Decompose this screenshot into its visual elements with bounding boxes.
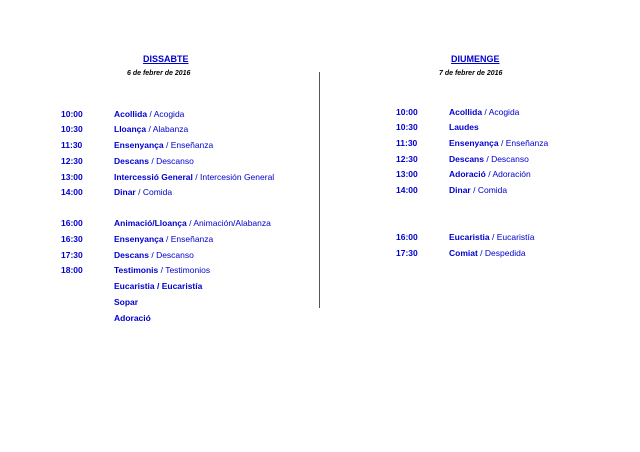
row-activity: Laudes xyxy=(449,122,479,132)
row-activity: Comiat / Despedida xyxy=(449,248,526,258)
row-activity: Adoració xyxy=(114,313,151,323)
saturday-date: 6 de febrer de 2016 xyxy=(127,70,191,77)
row-activity: Ensenyança / Enseñanza xyxy=(449,138,549,148)
row-activity: Eucaristia / Eucaristía xyxy=(114,281,203,291)
row-time: 13:00 xyxy=(61,172,83,182)
row-activity: Animació/Lloança / Animación/Alabanza xyxy=(114,218,271,228)
column-divider xyxy=(319,72,320,308)
row-time: 10:00 xyxy=(396,107,418,117)
row-time: 17:30 xyxy=(61,250,83,260)
row-activity: Intercessió General / Intercesión General xyxy=(114,172,275,182)
row-activity: Testimonis / Testimonios xyxy=(114,265,211,275)
row-time: 11:30 xyxy=(396,138,418,148)
row-activity: Lloança / Alabanza xyxy=(114,124,189,134)
row-time: 14:00 xyxy=(396,185,418,195)
row-time: 17:30 xyxy=(396,248,418,258)
row-time: 10:30 xyxy=(61,124,83,134)
row-time: 18:00 xyxy=(61,265,83,275)
row-time: 14:00 xyxy=(61,187,83,197)
row-activity: Descans / Descanso xyxy=(114,156,194,166)
row-activity: Dinar / Comida xyxy=(114,187,173,197)
row-activity: Acollida / Acogida xyxy=(114,109,185,119)
row-activity: Acollida / Acogida xyxy=(449,107,520,117)
row-activity: Dinar / Comida xyxy=(449,185,508,195)
row-time: 12:30 xyxy=(61,156,83,166)
row-time: 12:30 xyxy=(396,154,418,164)
row-time: 16:00 xyxy=(396,232,418,242)
row-time: 13:00 xyxy=(396,169,418,179)
row-activity: Ensenyança / Enseñanza xyxy=(114,234,214,244)
row-time: 11:30 xyxy=(61,140,83,150)
sunday-title: DIUMENGE xyxy=(451,54,500,64)
row-time: 10:00 xyxy=(61,109,83,119)
row-time: 16:30 xyxy=(61,234,83,244)
row-activity: Ensenyança / Enseñanza xyxy=(114,140,214,150)
row-time: 16:00 xyxy=(61,218,83,228)
row-activity: Descans / Descanso xyxy=(449,154,529,164)
row-activity: Sopar xyxy=(114,297,139,307)
row-time: 10:30 xyxy=(396,122,418,132)
row-activity: Descans / Descanso xyxy=(114,250,194,260)
row-activity: Eucaristia / Eucaristía xyxy=(449,232,535,242)
sunday-date: 7 de febrer de 2016 xyxy=(439,70,503,77)
row-activity: Adoració / Adoración xyxy=(449,169,531,179)
saturday-title: DISSABTE xyxy=(143,54,189,64)
